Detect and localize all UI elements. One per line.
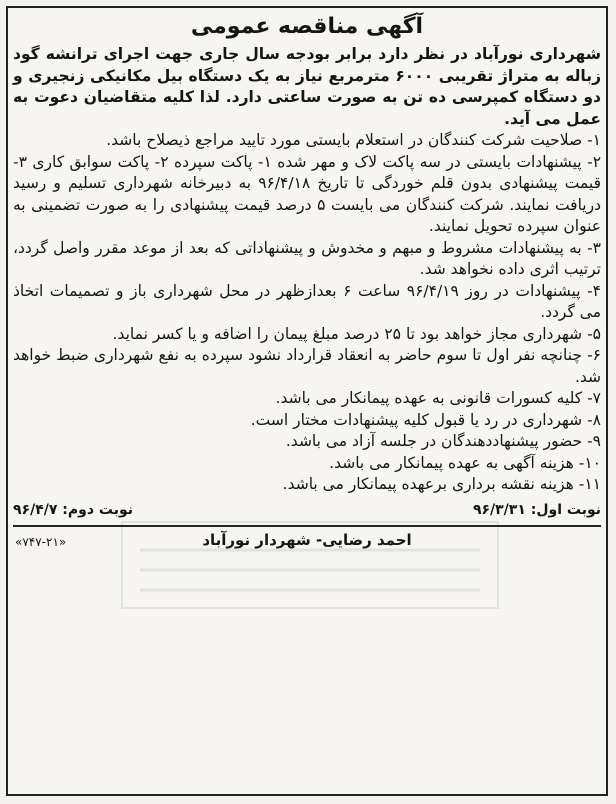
notice-item-1: ۱- صلاحیت شرکت کنندگان در استعلام بایستی مورد تایید مراجع ذیصلاح باشد.	[106, 131, 601, 149]
notice-item-9: ۹- حضور پیشنهاددهندگان در جلسه آزاد می باشد.	[285, 432, 601, 450]
notice-item-8: ۸- شهرداری در رد یا قبول کلیه پیشنهادات مختار است.	[250, 410, 601, 429]
notice-body	[13, 12, 601, 790]
notice-title: آگهی مناقصه عمومی	[190, 14, 424, 39]
notice-item-5: ۵- شهرداری مجاز خواهد بود تا ۲۵ درصد مبلغ پیمان را اضافه و یا کسر نماید.	[112, 324, 601, 343]
signature-row	[13, 525, 601, 551]
second-round: نوبت دوم: ۹۶/۴/۷	[13, 501, 134, 518]
notice-item-11: ۱۱- هزینه نقشه برداری برعهده پیمانکار می باشد.	[282, 475, 601, 493]
notice-intro: شهرداری نورآباد در نظر دارد برابر بودجه سال جاری جهت اجرای ترانشه گود زباله به متراژ تقریبی ۶۰۰۰ مترمربع نیاز به یک دستگاه بیل مکانیکی زنجیری و دو دستگاه کمپرسی ده تن به صورت ساعتی دارد. لذا کلیه متقاضیان دعوت به عمل می آید.	[13, 45, 601, 128]
notice-code: «۷۴۷-۲۱»	[15, 534, 67, 549]
notice-item-2: ۲- پیشنهادات بایستی در سه پاکت لاک و مهر شده ۱- پاکت سپرده ۲- پاکت سوابق کاری ۳- قیمت پیشنهادی بدون قلم خوردگی تا تاریخ ۹۶/۴/۱۸ به دبیرخانه شهرداری تسلیم و رسید دریافت نمایند. شرکت کنندگان می بایست ۵ درصد قیمت پیشنهادی را به صورت تضمینی به عنوان سپرده تحویل نمایند.	[13, 152, 602, 235]
notice-item-3: ۳- به پیشنهادات مشروط و مبهم و مخدوش و پیشنهاداتی که بعد از موعد مقرر واصل گردد، ترتیب اثری داده نخواهد شد.	[13, 238, 601, 278]
first-round: نوبت اول: ۹۶/۳/۳۱	[472, 501, 601, 518]
signature: احمد رضایی- شهردار نورآباد	[202, 530, 412, 549]
notice-item-7: ۷- کلیه کسورات قانونی به عهده پیمانکار می باشد.	[275, 389, 601, 407]
notice-item-6: ۶- چنانچه نفر اول تا سوم حاضر به انعقاد قرارداد نشود سپرده به نفع شهرداری ضبط خواهد شد.	[13, 346, 601, 386]
notice-frame	[6, 6, 608, 796]
notice-item-4: ۴- پیشنهادات در روز ۹۶/۴/۱۹ ساعت ۶ بعدازظهر در محل شهرداری باز و تصمیمات اتخاذ می گردد.	[13, 281, 601, 321]
notice-item-10: ۱۰- هزینه آگهی به عهده پیمانکار می باشد.	[329, 453, 601, 472]
publication-rounds	[13, 499, 601, 521]
